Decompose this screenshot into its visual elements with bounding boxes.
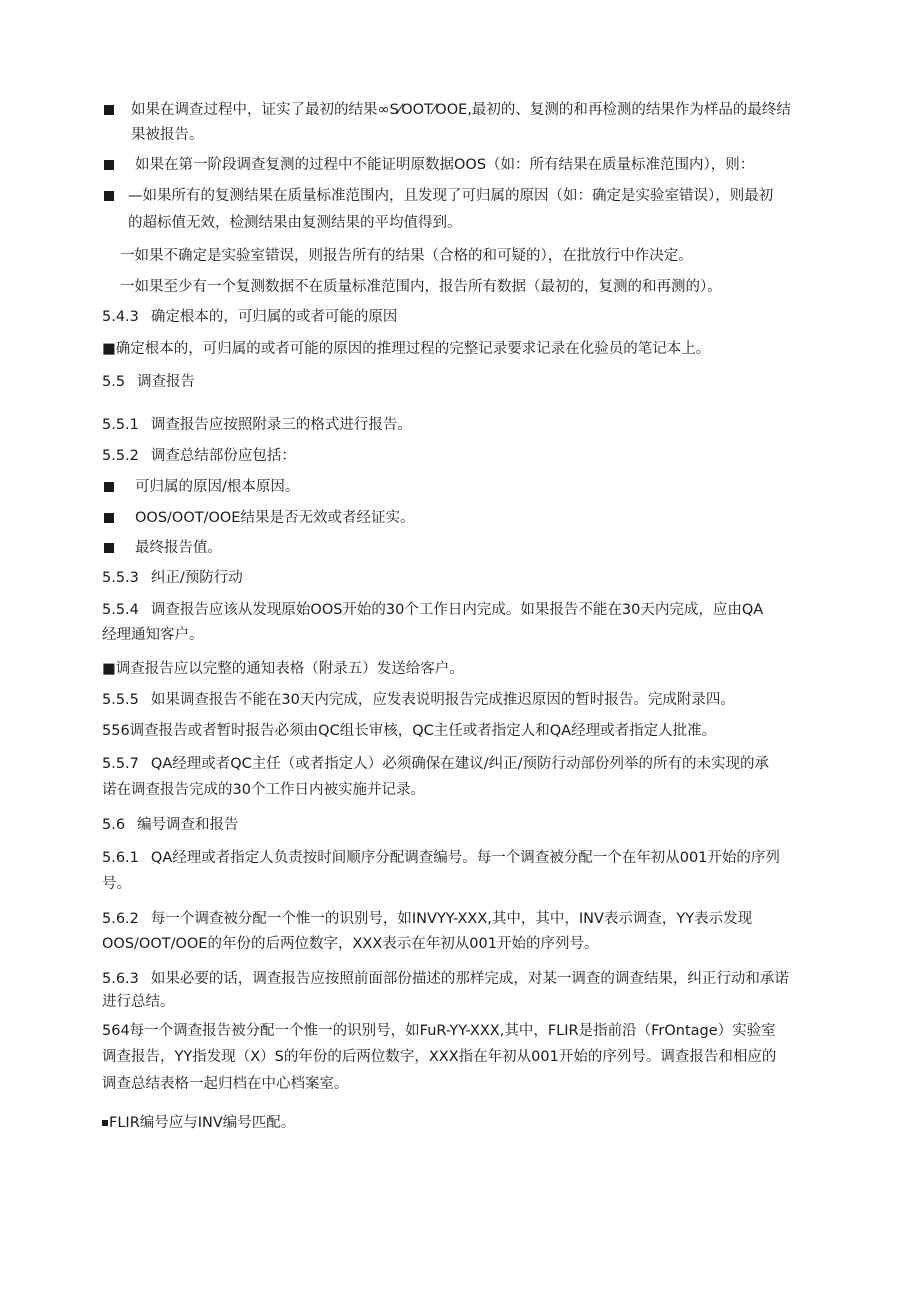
section-number: 5.6.2 — [102, 911, 139, 927]
paragraph: 诺在调查报告完成的30个工作日内被实施并记录。 — [102, 782, 425, 798]
paragraph: 调查报告，YY指发现（X）S的年份的后两位数字，XXX指在年初从001开始的序列号。调查报告和相应的 — [102, 1049, 777, 1065]
section-number: 5.5.5 — [102, 692, 139, 708]
section-number: 5.5.4 — [102, 602, 139, 618]
section-heading — [102, 815, 239, 835]
paragraph — [102, 339, 710, 359]
paragraph: 号。 — [102, 876, 131, 892]
section-heading — [102, 372, 195, 392]
bullet-text: 的超标值无效，检测结果由复测结果的平均值得到。 — [128, 215, 462, 231]
bullet-marker — [102, 1120, 108, 1126]
list-item: OOS/OOT/OOE结果是否无效或者经证实。 — [135, 510, 415, 526]
section-heading — [102, 307, 397, 327]
paragraph: 经理通知客户。 — [102, 627, 204, 643]
section-heading — [102, 446, 296, 466]
section-text: QA经理或者指定人负责按时间顺序分配调查编号。每一个调查被分配一个在年初从001开始的序列 — [150, 850, 780, 866]
section-title: 纠正/预防行动 — [150, 570, 243, 586]
section-text: 如果必要的话，调查报告应按照前面部份描述的那样完成，对某一调查的调查结果，纠正行动和承诺 — [150, 971, 789, 987]
bullet-marker — [104, 508, 114, 528]
paragraph: 564每一个调查报告被分配一个惟一的识别号，如FuR-YY-XXX,其中，FLIR是指前沿（FrOntage）实验室 — [102, 1023, 776, 1039]
bullet-marker — [104, 538, 114, 558]
paragraph-text: 确定根本的，可归属的或者可能的原因的推理过程的完整记录要求记录在化验员的笔记本上。 — [115, 341, 711, 357]
section-heading — [102, 848, 780, 868]
section-text: 如果调查报告不能在30天内完成，应发表说明报告完成推迟原因的暂时报告。完成附录四。 — [150, 692, 735, 708]
section-number: 5.5.7 — [102, 756, 139, 772]
section-number: 5.5 — [102, 374, 126, 390]
paragraph: 一如果至少有一个复测数据不在质量标准范围内，报告所有数据（最初的，复测的和再测的）。 — [120, 279, 722, 295]
list-item: 可归属的原因/根本原因。 — [135, 479, 300, 495]
section-number: 5.6 — [102, 817, 126, 833]
section-number: 5.5.3 — [102, 570, 139, 586]
section-heading — [102, 690, 735, 710]
paragraph: 进行总结。 — [102, 994, 175, 1010]
bullet-marker: ■ — [102, 661, 116, 677]
bullet-text: 如果在第一阶段调查复测的过程中不能证明原数据OOS（如：所有结果在质量标准范围内），则： — [135, 157, 755, 173]
bullet-text: 果被报告。 — [131, 127, 204, 143]
section-heading — [102, 909, 752, 929]
section-number: 5.6.3 — [102, 971, 139, 987]
bullet-marker — [104, 155, 114, 175]
section-title: 调查报告 — [137, 374, 196, 390]
paragraph — [102, 659, 464, 679]
section-number: 5.6.1 — [102, 850, 139, 866]
section-title: 调查总结部份应包括： — [150, 448, 296, 464]
list-item: 最终报告值。 — [135, 540, 222, 556]
paragraph-text: FLIR编号应与INV编号匹配。 — [109, 1115, 296, 1131]
section-title: 调查报告应按照附录三的格式进行报告。 — [150, 417, 412, 433]
section-number: 5.5.1 — [102, 417, 139, 433]
section-heading — [102, 568, 243, 588]
section-heading — [102, 754, 769, 774]
bullet-text: —如果所有的复测结果在质量标准范围内，且发现了可归属的原因（如：确定是实验室错误），则最初 — [128, 188, 774, 204]
bullet-marker — [104, 477, 114, 497]
section-heading — [102, 415, 412, 435]
section-number: 5.5.2 — [102, 448, 139, 464]
section-title: 编号调查和报告 — [137, 817, 239, 833]
bullet-text: 如果在调查过程中，证实了最初的结果∞S⁄OOT⁄OOE,最初的、复测的和再检测的结果作为样品的最终结 — [131, 102, 791, 118]
bullet-marker: ■ — [102, 341, 116, 357]
paragraph: 556调查报告或者暂时报告必须由QC组长审核，QC主任或者指定人和QA经理或者指定人批准。 — [102, 723, 717, 739]
section-heading — [102, 600, 763, 620]
section-text: QA经理或者QC主任（或者指定人）必须确保在建议/纠正/预防行动部份列举的所有的未实现的承 — [150, 756, 770, 772]
section-text: 调查报告应该从发现原始OOS开始的30个工作日内完成。如果报告不能在30天内完成，应由QA — [150, 602, 764, 618]
bullet-marker — [104, 100, 114, 120]
section-title: 确定根本的，可归属的或者可能的原因 — [150, 309, 398, 325]
section-number: 5.4.3 — [102, 309, 139, 325]
paragraph: 调查总结表格一起归档在中心档案室。 — [102, 1076, 349, 1092]
paragraph — [102, 1113, 295, 1133]
bullet-marker — [104, 186, 114, 206]
section-heading — [102, 969, 789, 989]
paragraph: OOS/OOT/OOE的年份的后两位数字，XXX表示在年初从001开始的序列号。 — [102, 936, 599, 952]
section-text: 每一个调查被分配一个惟一的识别号，如INVYY-XXX,其中，其中，INV表示调查，YY表示发现 — [150, 911, 753, 927]
paragraph: 一如果不确定是实验室错误，则报告所有的结果（合格的和可疑的），在批放行中作决定。 — [120, 248, 693, 264]
paragraph-text: 调查报告应以完整的通知表格（附录五）发送给客户。 — [115, 661, 464, 677]
